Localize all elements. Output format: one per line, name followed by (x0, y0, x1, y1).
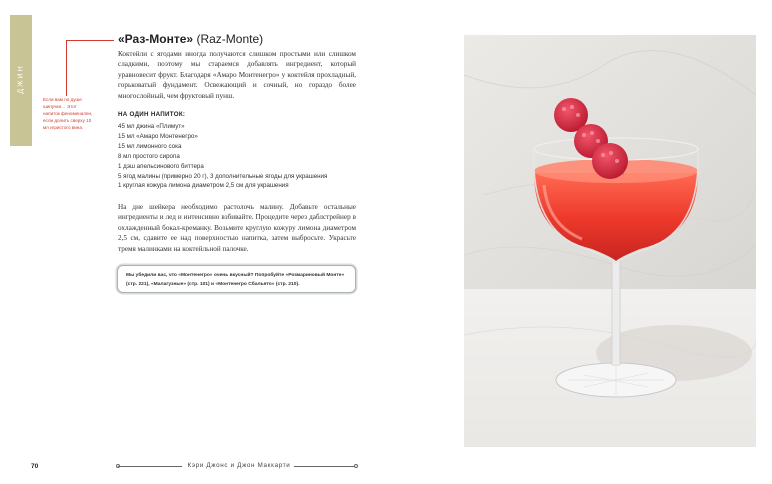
raspberry-icon (592, 143, 628, 179)
section-tab-label: ДЖИН (17, 64, 25, 94)
cocktail-illustration (464, 35, 756, 447)
recipe-intro: Коктейли с ягодами иногда получаются слишком простыми или слишком сладкими, поэтому мы стараемся добавлять ингредиент, который уравновесит фрукт. Благодаря «Амаро Монтенегро» у коктейля прохладный, горьковатый фундамент. Освежающий и сочный, но гораздо более многослойный, чем фруктовый пунш. (118, 50, 356, 100)
recipe-title-main: «Раз-Монте» (118, 32, 194, 46)
ingredient-item: 1 круглая кожура лимона диаметром 2,5 см для украшения (118, 182, 289, 190)
footer-rule-right (294, 466, 356, 467)
recipe-method: На дне шейкера необходимо растолочь малину. Добавьте остальные ингредиенты и лед и интенсивно взбивайте. Процедите через даблстрейнер в охлажденный бокал-креманку. Возьмите круглую кожуру лимона диаметром 2,5 см, сдавите ее над поверхностью напитка, затем выбросьте. Украсьте тремя малинками на коктейльной палочке. (118, 203, 356, 253)
cross-reference-callout (117, 265, 356, 293)
ingredients-heading: НА ОДИН НАПИТОК: (118, 111, 186, 118)
ingredient-item: 15 мл «Амаро Монтенегро» (118, 132, 198, 140)
page-number: 70 (31, 463, 39, 470)
footer-rule-left (118, 466, 182, 467)
side-note-connector (66, 40, 67, 96)
ingredients-list (118, 122, 327, 191)
ingredient-item: 8 мл простого сиропа (118, 152, 180, 160)
running-footer-authors: Кэри Джонс и Джон Маккарти (187, 462, 291, 469)
ingredient-item: 1 дэш апельсинового биттера (118, 162, 204, 170)
footer-ornament-right (354, 464, 358, 468)
side-note: Если вам по душе шипучки… Этот напиток феноменален, если долить сверху 10 мл игристого вина. (43, 97, 93, 130)
callout-text: Мы убедили вас, что «Монтенегро» очень вкусный? Попробуйте «Розмариновый Монте» (стр. 221), «Малагузные» (стр. 101) и «Монтенегро Сбальято» (стр. 210). (126, 273, 345, 287)
ingredient-item: 45 мл джина «Плимут» (118, 123, 185, 130)
ingredient-item: 15 мл лимонного сока (118, 142, 182, 150)
section-tab (10, 15, 32, 146)
recipe-title-latin: (Raz-Monte) (196, 32, 264, 46)
cocktail-photo (464, 35, 756, 447)
recipe-title (118, 32, 263, 46)
ingredient-item: 5 ягод малины (примерно 20 г), 3 дополнительные ягоды для украшения (118, 172, 328, 180)
glass-stem (612, 259, 620, 365)
side-note-connector-horizontal (66, 40, 114, 41)
